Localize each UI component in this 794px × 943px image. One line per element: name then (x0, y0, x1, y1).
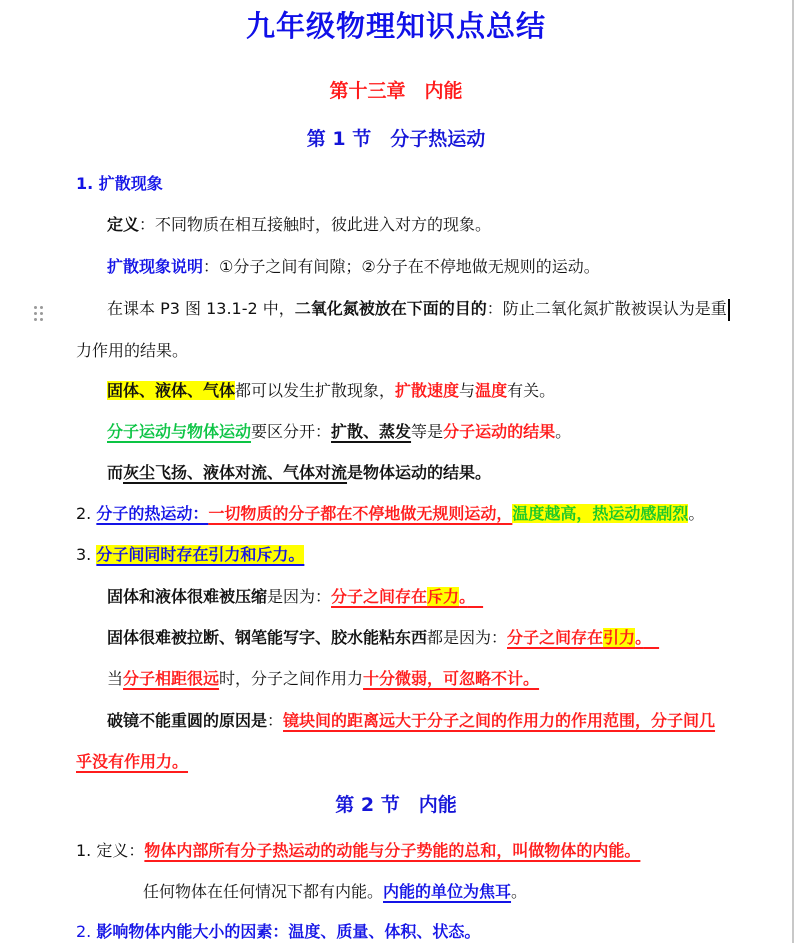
far-mid: 时，分子之间作用力 (219, 669, 364, 688)
distinguish-end: 。 (555, 422, 572, 441)
repulsion-answer: 分子之间存在斥力。 (331, 587, 468, 606)
thermal-motion-def: 一切物质的分子都在不停地做无规则运动， (208, 504, 513, 523)
definition-term: 定义 (107, 215, 140, 234)
states-paragraph (107, 380, 555, 402)
text-cursor (728, 299, 730, 321)
item-forces (76, 544, 304, 566)
textbook-paragraph[interactable] (107, 298, 730, 321)
molecular-motion-result: 分子运动的结果 (443, 422, 556, 441)
object-motion-end: 是物体运动的结果。 (347, 463, 492, 482)
textbook-text-line1: 防止二氧化氮扩散被误认为是重 (502, 299, 727, 318)
temperature: 温度 (475, 381, 508, 400)
attraction-mid: 都是因为： (427, 628, 508, 647)
mirror-reason-line1: 镜块间的距离远大于分子之间的作用力的作用范围，分子间几 (283, 711, 716, 730)
item-number: 2. (76, 922, 92, 941)
colon: ： (267, 711, 284, 730)
item-number: 2. (76, 504, 92, 523)
attraction-answer: 分子之间存在引力。 (507, 628, 644, 647)
item-number: 1. (76, 174, 94, 193)
attraction-bold: 固体很难被拉断、钢笔能写字、胶水能粘东西 (107, 628, 428, 647)
end: 。 (511, 882, 528, 901)
definition-label: 定义： (96, 841, 145, 860)
internal-energy-def: 物体内部所有分子热运动的动能与分子势能的总和，叫做物体的内能。 (144, 841, 641, 860)
drag-handle-icon[interactable] (34, 306, 44, 322)
textbook-paragraph-cont: 力作用的结果。 (76, 341, 189, 360)
diffusion-speed: 扩散速度 (395, 381, 460, 400)
end: 。 (688, 504, 705, 523)
internal-energy-note (143, 881, 527, 903)
explanation-term: 扩散现象说明 (107, 257, 204, 276)
repulsion-mid: 是因为： (267, 587, 332, 606)
explanation-text: ①分子之间有间隙；②分子在不停地做无规则的运动。 (219, 257, 600, 276)
textbook-prefix: 在课本 P3 图 13.1-2 中， (107, 299, 295, 318)
object-motion-examples: 灰尘飞扬、液体对流、气体对流 (123, 463, 348, 482)
far-prefix: 当 (107, 669, 124, 688)
definition-paragraph (107, 214, 491, 236)
item-thermal-motion (76, 503, 704, 525)
item-number: 1. (76, 841, 92, 860)
diffusion-evaporation: 扩散、蒸发 (331, 422, 412, 441)
note-text: 任何物体在任何情况下都有内能。 (143, 882, 384, 901)
temperature-note: 温度越高，热运动感剧烈 (512, 504, 689, 523)
states-mid: 都可以发生扩散现象， (235, 381, 396, 400)
repulsion-bold: 固体和液体很难被压缩 (107, 587, 268, 606)
far-weak: 十分微弱，可忽略不计。 (363, 669, 540, 688)
attraction-paragraph (107, 627, 659, 649)
thermal-motion-term: 分子的热运动： (96, 504, 209, 523)
distinguish-mid2: 等是 (411, 422, 444, 441)
object-prefix: 而 (107, 463, 124, 482)
repulsion-paragraph (107, 586, 483, 608)
conj: 与 (459, 381, 476, 400)
far-distance-paragraph (107, 668, 539, 690)
explanation-paragraph (107, 256, 600, 278)
unit-joule: 内能的单位为焦耳 (383, 882, 512, 901)
mirror-bold: 破镜不能重圆的原因是 (107, 711, 268, 730)
states-highlight: 固体、液体、气体 (107, 381, 236, 400)
far-distance: 分子相距很远 (123, 669, 220, 688)
distinguish-mid: 要区分开： (251, 422, 332, 441)
section-1-heading: 第 1 节 分子热运动 (306, 128, 486, 150)
colon: ： (139, 215, 156, 234)
object-motion-paragraph (107, 462, 491, 484)
colon: ： (486, 299, 503, 318)
colon: ： (203, 257, 220, 276)
chapter-heading: 第十三章 内能 (329, 80, 463, 102)
mirror-paragraph (107, 710, 715, 732)
item-number: 3. (76, 545, 92, 564)
factors-text: 影响物体内能大小的因素：温度、质量、体积、状态。 (96, 922, 481, 941)
section-2-heading: 第 2 节 内能 (335, 794, 457, 816)
mirror-reason-line2: 乎没有作用力。 (76, 752, 189, 771)
molecular-vs-object-motion: 分子运动与物体运动 (107, 422, 252, 441)
item-diffusion-heading (76, 173, 163, 195)
internal-energy-definition (76, 840, 640, 862)
definition-text: 不同物质在相互接触时，彼此进入对方的现象。 (155, 215, 492, 234)
distinguish-paragraph (107, 421, 571, 443)
item-label: 扩散现象 (98, 174, 163, 193)
document-title: 九年级物理知识点总结 (245, 9, 546, 43)
internal-energy-factors (76, 921, 480, 943)
textbook-bold: 二氧化氮被放在下面的目的 (294, 299, 487, 318)
forces-label: 分子间同时存在引力和斥力。 (96, 545, 305, 564)
states-end: 有关。 (507, 381, 556, 400)
